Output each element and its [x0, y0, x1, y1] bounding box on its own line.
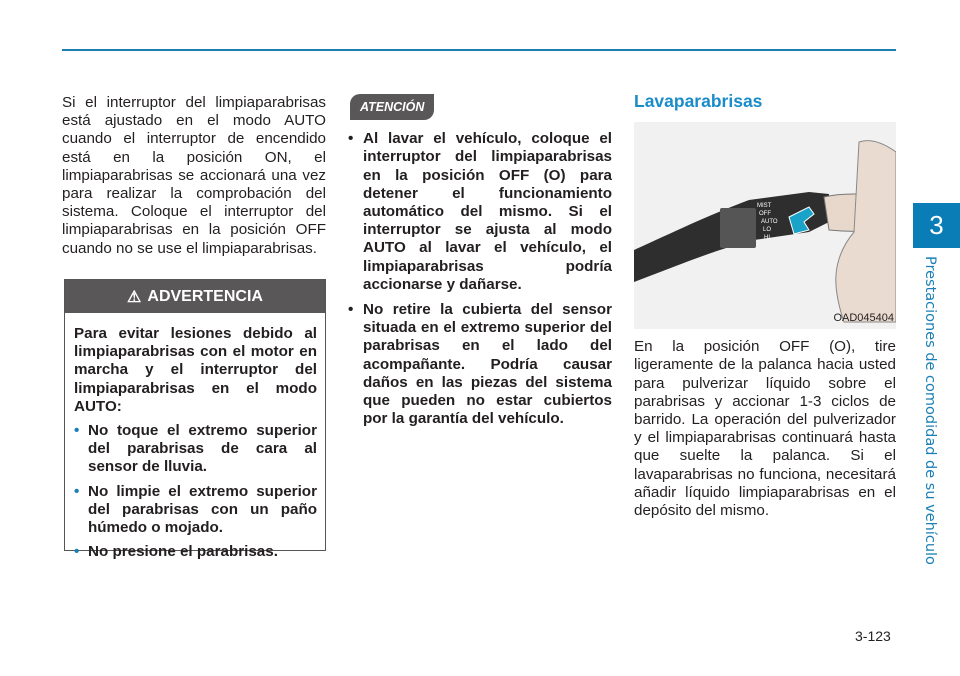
wiper-lever-image	[634, 122, 896, 329]
right-column	[634, 92, 896, 520]
intro-paragraph: Si el interruptor del limpiaparabrisas está ajustado en el modo AUTO cuando el interruptor de encendido está en la posición ON, el limpiaparabrisas se accionará una vez para realizar la comprobación del sistema. Coloque el interruptor del limpiaparabrisas en la posición OFF cuando no se use el limpiaparabrisas.	[62, 94, 326, 257]
attention-badge: ATENCIÓN	[350, 94, 434, 120]
chapter-tab: 3	[913, 203, 960, 248]
warning-item: • No presione el parabrisas.	[74, 543, 278, 561]
lever-label: OFF	[759, 211, 771, 218]
bullet-icon: •	[74, 422, 80, 440]
bullet-icon: •	[348, 130, 354, 148]
middle-column	[348, 94, 612, 428]
attention-item: • No retire la cubierta del sensor situada en el extremo superior del parabrisas en el lado del acompañante. Podría causar daños en las piezas del sistema que pueden no estar cubiertos por la garantía del vehículo.	[348, 301, 612, 428]
bullet-icon: •	[74, 482, 80, 500]
warning-item: • No limpie el extremo superior del parabrisas con un paño húmedo o mojado.	[74, 482, 317, 537]
chapter-title: Prestaciones de comodidad de su vehículo	[922, 256, 938, 565]
page-number: 3-123	[855, 628, 891, 644]
bullet-icon: •	[348, 301, 354, 319]
warning-item: • No toque el extremo superior del parabrisas de cara al sensor de lluvia.	[74, 422, 317, 476]
lever-label: LO	[763, 227, 772, 234]
section-heading: Lavaparabrisas	[634, 91, 763, 111]
lever-label: MIST	[757, 203, 772, 210]
warning-triangle-icon: ⚠	[127, 288, 142, 306]
lever-label: AUTO	[761, 219, 778, 226]
wiper-lever-illustration	[634, 122, 896, 329]
header-rule	[62, 49, 896, 51]
washer-paragraph: En la posición OFF (O), tire ligeramente de la palanca hacia usted para pulverizar líquido sobre el parabrisas y accionar 1-3 ciclos de barrido. La operación del pulverizador y el limpiaparabrisas continuará hasta que suelte la palanca. Si el lavaparabrisas no funciona, necesitará añadir líquido limpiaparabrisas en el depósito del mismo.	[634, 338, 896, 520]
bullet-icon: •	[74, 543, 80, 561]
figure-code: OAD045404	[833, 312, 894, 324]
warning-header	[65, 280, 325, 313]
lever-label: HI	[764, 235, 770, 242]
warning-intro: Para evitar lesiones debido al limpiaparabrisas con el motor en marcha y el interruptor del limpiaparabrisas en el modo AUTO:	[74, 325, 317, 415]
attention-item: • Al lavar el vehículo, coloque el interruptor del limpiaparabrisas en la posición OFF (O) para detener el funcionamiento automático del mismo. Si el interruptor se ajusta al modo AUTO al lavar el vehículo, el limpiaparabrisas podría accionarse y dañarse.	[348, 130, 612, 293]
left-column	[62, 94, 326, 258]
warning-title: ADVERTENCIA	[147, 287, 263, 305]
warning-box	[64, 279, 326, 561]
